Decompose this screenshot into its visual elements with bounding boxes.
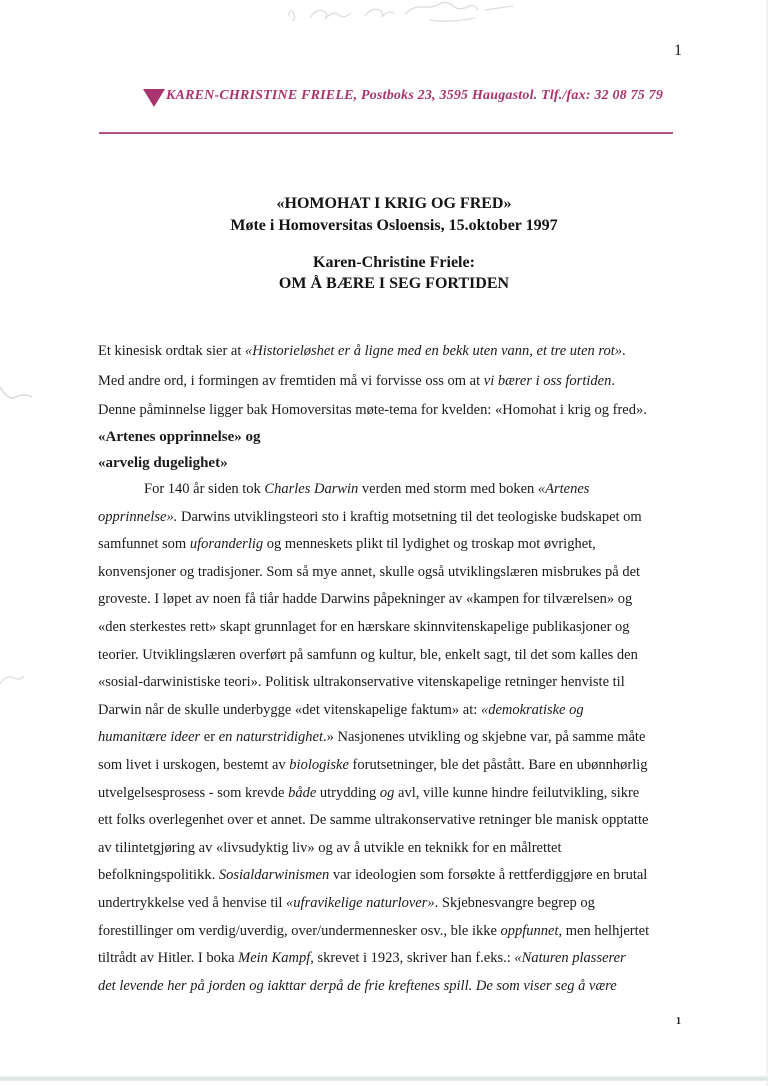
text-line: «den sterkestes rett» skapt grunnlaget for en hærskare skinnvitenskapelige publikasjoner og [98, 618, 630, 635]
letterhead [143, 87, 663, 107]
faint-handwriting [280, 0, 540, 26]
text-line: samfunnet som uforanderlig og menneskets plikt til lydighet og troskap mot øvrighet, [98, 536, 596, 553]
scan-artifact [0, 660, 30, 692]
text-line: av tilintetgjøring av «livsudyktig liv» og av å utvikle en teknikk for en målrettet [98, 839, 562, 856]
scan-bottom-edge [0, 1076, 768, 1081]
title-block [98, 193, 690, 237]
text-line: Med andre ord, i formingen av fremtiden må vi forvisse oss om at vi bærer i oss fortiden. [98, 372, 615, 389]
text-line: forestillinger om verdig/uverdig, over/undermennesker osv., ble ikke oppfunnet, men helhjertet [98, 922, 650, 939]
text-line: befolkningspolitikk. Sosialdarwinismen var ideologien som forsøkte å rettferdiggjøre en brutal [98, 867, 648, 884]
text-line: ett folks overlegenhet over et annet. De samme ultrakonservative retninger ble manisk opptatte [98, 812, 649, 829]
letterhead-rule [99, 132, 673, 134]
speaker-block [98, 252, 690, 294]
text-line: tiltrådt av Hitler. I boka Mein Kampf, skrevet i 1923, skriver han f.eks.: «Naturen plasserer [98, 950, 626, 967]
text-line: det levende her på jorden og iakttar derpå de frie kreftenes spill. De som viser seg å være [98, 977, 617, 994]
text-line: opprinnelse». Darwins utviklingsteori sto i kraftig motsetning til det teologiske budskapet om [98, 508, 642, 525]
text-line: undertrykkelse ved å henvise til «ufravikelige naturlover». Skjebnesvangre begrep og [98, 894, 595, 911]
text-line: groveste. I løpet av noen få tiår hadde Darwins påpekninger av «kampen for tilværelsen» og [98, 591, 633, 608]
text-line: For 140 år siden tok Charles Darwin verden med storm med boken «Artenes [144, 481, 590, 497]
page-number-bottom: 1 [676, 1016, 681, 1027]
text-line: utvelgelsesprosess - som krevde både utrydding og avl, ville kunne hindre feilutvikling, sikre [98, 784, 640, 801]
text-line: Et kinesisk ordtak sier at «Historieløshet er å ligne med en bekk uten vann, et tre uten rot». [98, 343, 626, 359]
intro-paragraph [98, 337, 647, 426]
speaker-name: Karen-Christine Friele: [313, 254, 475, 271]
main-paragraph [98, 476, 649, 1000]
scan-artifact [0, 375, 36, 405]
document-title-line1: «HOMOHAT I KRIG OG FRED» [276, 195, 512, 212]
text-line: Darwin når de skulle underbygge «det vitenskapelige faktum» at: «demokratiske og [98, 701, 584, 718]
speech-title: OM Å BÆRE I SEG FORTIDEN [278, 275, 510, 292]
section-heading [98, 424, 261, 476]
down-triangle-icon [143, 89, 165, 107]
text-line: som livet i urskogen, bestemt av biologiske forutsetninger, ble det påstått. Bare en ubønnhørlig [98, 756, 648, 773]
document-title-line2: Møte i Homoversitas Osloensis, 15.oktober 1997 [230, 217, 558, 234]
text-line: «sosial-darwinistiske teori». Politisk ultrakonservative vitenskapelige retninger henviste til [98, 674, 625, 691]
letterhead-text: KAREN-CHRISTINE FRIELE, Postboks 23, 3595 Haugastol. Tlf./fax: 32 08 75 79 [166, 88, 664, 103]
text-line: konvensjoner og tradisjoner. Som så mye annet, skulle også utviklingslæren misbrukes på det [98, 563, 641, 580]
text-line: «Artenes opprinnelse» og [98, 429, 261, 445]
text-line: teorier. Utviklingslæren overført på samfunn og kultur, ble, enkelt sagt, til det som kalles den [98, 646, 638, 663]
page-number-top: 1 [674, 42, 682, 59]
text-line: Denne påminnelse ligger bak Homoversitas møte-tema for kvelden: «Homohat i krig og fred». [98, 402, 647, 418]
text-line: «arvelig dugelighet» [98, 455, 228, 471]
text-line: humanitære ideer er en naturstridighet.» Nasjonenes utvikling og skjebne var, på samme måte [98, 729, 646, 746]
